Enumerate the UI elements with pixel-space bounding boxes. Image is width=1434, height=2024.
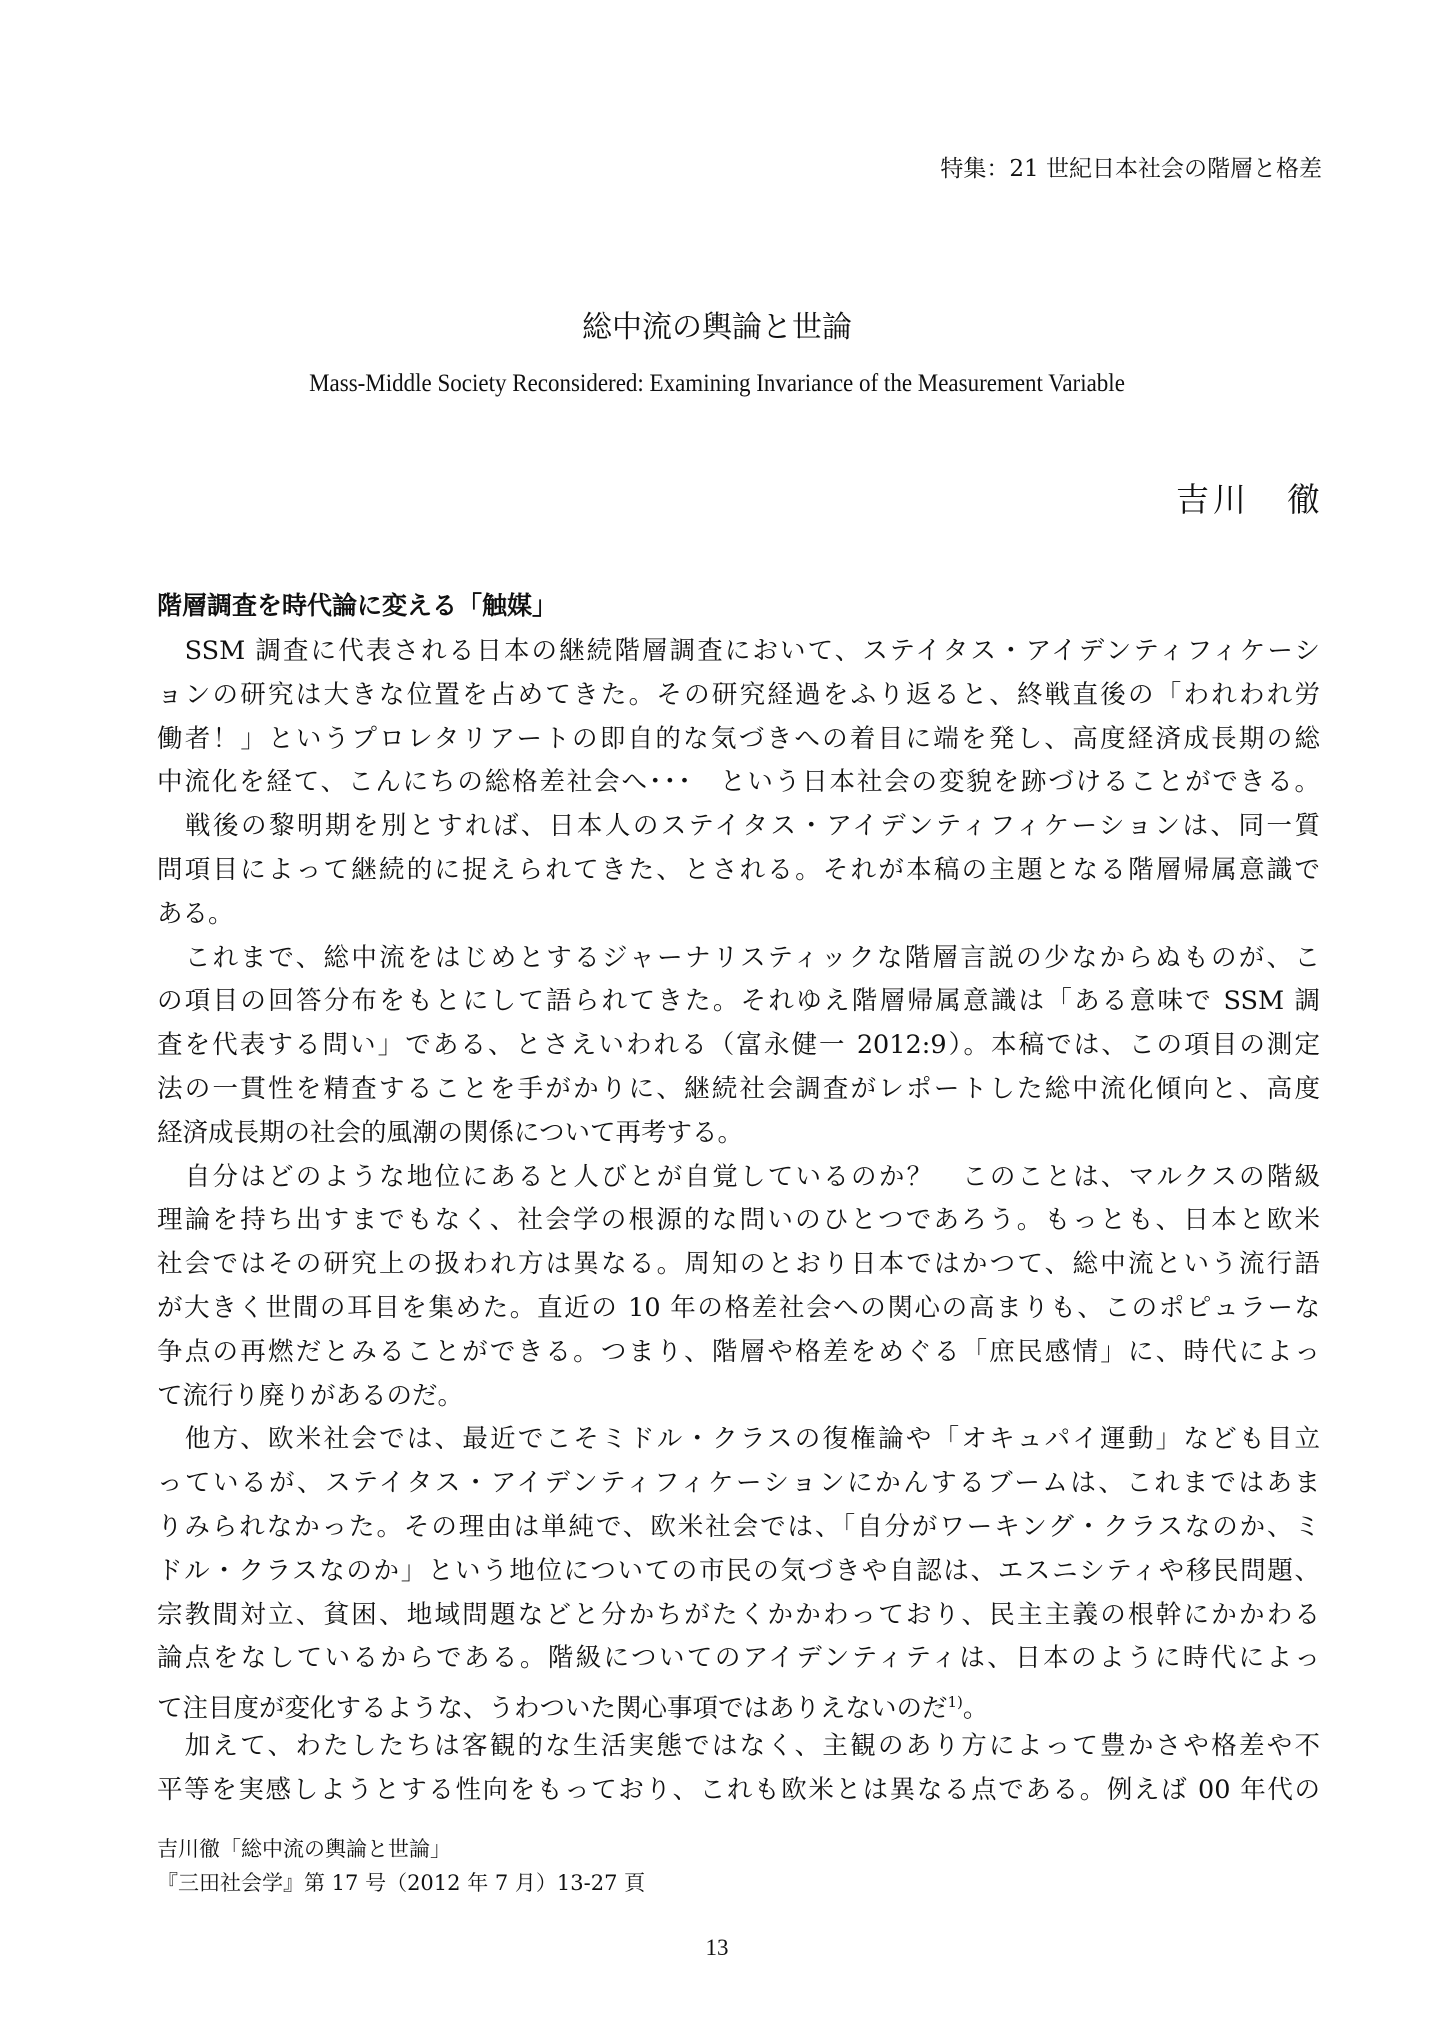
body-line-text: 平等を実感しようとする性向をもっており、これも欧米とは異なる点である。例えば 00 年代の: [157, 1774, 1320, 1805]
body-line-text: て注目度が変化するような、うわついた関心事項ではありえないのだ: [157, 1693, 948, 1724]
body-line-text: 経済成長期の社会的風潮の関係について再考する。: [157, 1117, 743, 1148]
section-heading: 階層調査を時代論に変える「触媒」: [157, 591, 558, 620]
body-line-text: 社会ではその研究上の扱われ方は異なる。周知のとおり日本ではかつて、総中流という流行語: [157, 1249, 1320, 1280]
body-line: [157, 1594, 1320, 1638]
body-line-text: っているが、ステイタス・アイデンティフィケーションにかんするブームは、これまではあま: [157, 1468, 1320, 1499]
body-line-text: 争点の再燃だとみることができる。つまり、階層や格差をめぐる「庶民感情」に、時代によっ: [157, 1336, 1320, 1367]
body-line: [157, 1243, 1320, 1287]
body-line: [157, 1068, 1320, 1112]
body-line-text: 論点をなしているからである。階級についてのアイデンティティは、日本のように時代によっ: [157, 1643, 1320, 1674]
body-line-text: 法の一貫性を精査することを手がかりに、継続社会調査がレポートした総中流化傾向と、高度: [157, 1073, 1320, 1104]
body-line-text: ョンの研究は大きな位置を占めてきた。その研究経過をふり返ると、終戦直後の「われわれ労: [157, 679, 1320, 710]
series-header: 特集：21 世紀日本社会の階層と格差: [940, 156, 1322, 182]
body-line: [157, 630, 1320, 674]
title-japanese: 総中流の輿論と世論: [582, 310, 852, 345]
body-line: [157, 1550, 1320, 1594]
body-line: [157, 1199, 1320, 1243]
citation-line-1: 吉川徹「総中流の輿論と世論」: [157, 1837, 451, 1861]
body-line: [157, 1725, 1320, 1769]
body-line: [157, 718, 1320, 762]
body-line: [157, 849, 1320, 893]
body-line: [157, 980, 1320, 1024]
body-line-text: 。: [962, 1693, 989, 1724]
body-line: [157, 1681, 1320, 1725]
body-line: [157, 1769, 1320, 1813]
body-line: [157, 674, 1320, 718]
body-line-text: 中流化を経て、こんにちの総格差社会へ･･･ という日本社会の変貌を跡づけることができる。: [157, 767, 1320, 798]
author: 吉川 徹: [1176, 480, 1324, 519]
body-line-text: これまで、総中流をはじめとするジャーナリスティックな階層言説の少なからぬものが、こ: [157, 942, 1320, 973]
body-line-text: 査を代表する問い」である、とさえいわれる（富永健一 2012:9）。本稿では、この項目の測定: [157, 1030, 1320, 1061]
body-line-text: ドル・クラスなのか」という地位についての市民の気づきや自認は、エスニシティや移民問題、: [157, 1555, 1320, 1586]
body-line: [157, 1637, 1320, 1681]
title-english: Mass-Middle Society Reconsidered: Examining Invariance of the Measurement Variable: [309, 370, 1125, 397]
body-line: [157, 1506, 1320, 1550]
body-line-text: 戦後の黎明期を別とすれば、日本人のステイタス・アイデンティフィケーションは、同一質: [157, 811, 1320, 842]
body-line-text: て流行り廃りがあるのだ。: [157, 1380, 464, 1411]
body-line-text: 他方、欧米社会では、最近でこそミドル・クラスの復権論や「オキュパイ運動」なども目立: [157, 1424, 1320, 1455]
body-line: [157, 1462, 1320, 1506]
body-line: [157, 1156, 1320, 1200]
body-line-text: 宗教間対立、貧困、地域問題などと分かちがたくかかわっており、民主主義の根幹にかかわる: [157, 1599, 1320, 1630]
body-line-text: が大きく世間の耳目を集めた。直近の 10 年の格差社会への関心の高まりも、このポピュラーな: [157, 1292, 1320, 1323]
body-text: [157, 630, 1320, 1813]
body-line: [157, 1287, 1320, 1331]
body-line-text: 働者！」というプロレタリアートの即自的な気づきへの着目に端を発し、高度経済成長期の総: [157, 723, 1320, 754]
body-line-text: 自分はどのような地位にあると人びとが自覚しているのか？ このことは、マルクスの階級: [157, 1161, 1320, 1192]
body-line-text: ある。: [157, 898, 234, 929]
body-line-text: 問項目によって継続的に捉えられてきた、とされる。それが本稿の主題となる階層帰属意識で: [157, 854, 1320, 885]
body-line: [157, 761, 1320, 805]
body-line-text: りみられなかった。その理由は単純で、欧米社会では、「自分がワーキング・クラスなのか、ミ: [157, 1511, 1320, 1542]
body-line: [157, 937, 1320, 981]
body-line: [157, 1112, 1320, 1156]
body-line: [157, 1024, 1320, 1068]
body-line: [157, 805, 1320, 849]
citation-footer: [157, 1832, 645, 1900]
footnote-marker: 1): [947, 1693, 963, 1712]
citation-line-2: 『三田社会学』第 17 号（2012 年 7 月）13-27 頁: [157, 1871, 646, 1895]
body-line: [157, 1331, 1320, 1375]
body-line: [157, 1418, 1320, 1462]
body-line-text: の項目の回答分布をもとにして語られてきた。それゆえ階層帰属意識は「ある意味で SSM 調: [157, 986, 1320, 1017]
page-number: 13: [705, 1935, 729, 1960]
body-line: [157, 1375, 1320, 1419]
body-line-text: SSM 調査に代表される日本の継続階層調査において、ステイタス・アイデンティフィケーシ: [157, 636, 1320, 666]
body-line-text: 理論を持ち出すまでもなく、社会学の根源的な問いのひとつであろう。もっとも、日本と欧米: [157, 1205, 1320, 1236]
body-line: [157, 893, 1320, 937]
body-line-text: 加えて、わたしたちは客観的な生活実態ではなく、主観のあり方によって豊かさや格差や不: [157, 1730, 1320, 1761]
